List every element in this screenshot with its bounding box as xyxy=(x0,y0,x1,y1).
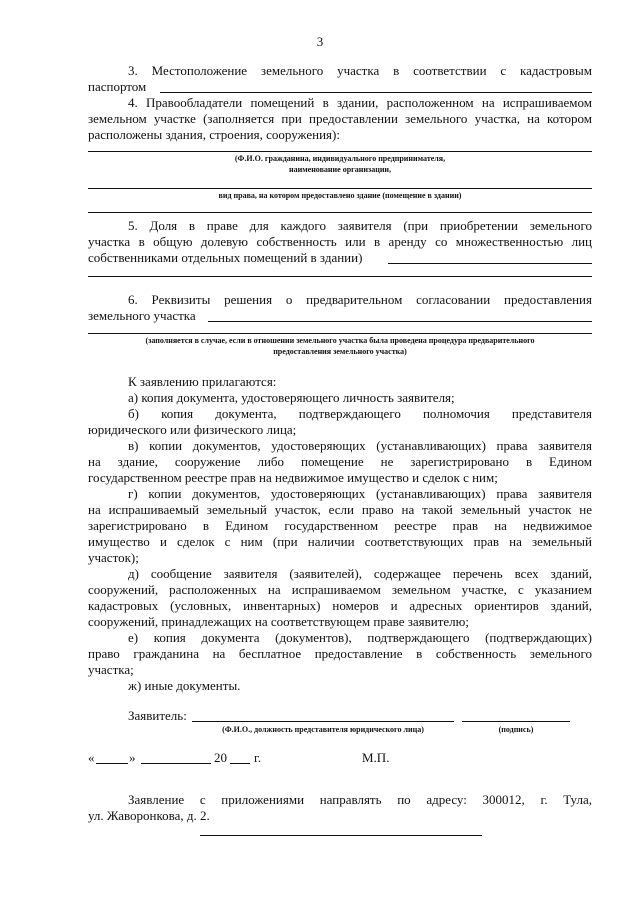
attachment-g-line3: зарегистрировано в Едином государственном реестре прав на недвижимое xyxy=(88,518,592,533)
attachment-g-line5: участок); xyxy=(88,550,139,565)
item4-caption-1b: наименование организации, xyxy=(288,165,392,174)
applicant-name-line[interactable] xyxy=(192,721,454,722)
attachment-e-line3: участка; xyxy=(88,662,134,677)
attachments-heading: К заявлению прилагаются: xyxy=(128,374,277,389)
attachment-a: а) копия документа, удостоверяющего личность заявителя; xyxy=(128,390,455,405)
date-close-quote: » xyxy=(129,750,136,765)
attachment-d-line1: д) сообщение заявителя (заявителей), содержащее перечень всех зданий, xyxy=(128,566,592,581)
applicant-name-caption: (Ф.И.О., должность представителя юридического лица) xyxy=(222,725,424,734)
date-year-prefix: 20 xyxy=(214,750,227,765)
attachment-zh: ж) иные документы. xyxy=(128,678,241,693)
item4-fill-line-1 xyxy=(88,151,592,152)
item4-fill-line-3 xyxy=(88,212,592,213)
date-year-line[interactable] xyxy=(230,763,250,764)
attachment-d-line3: кадастровых (условных, инвентарных) номеров и адресных ориентиров зданий, xyxy=(88,598,592,613)
item3-line1: 3. Местоположение земельного участка в соответствии с кадастровым xyxy=(128,63,592,78)
attachment-v-line3: государственном реестре прав на недвижимое имущество и сделок с ним; xyxy=(88,470,498,485)
attachment-b-line2: юридического или физического лица; xyxy=(88,422,297,437)
attachment-g-line2: на испрашиваемый земельный участок, если право на такой земельный участок не xyxy=(88,502,592,517)
item6-fill-line-1 xyxy=(208,321,592,322)
item4-caption-2: вид права, на котором предоставлено здание (помещение в здании) xyxy=(218,191,462,200)
item4-caption-1a: (Ф.И.О. гражданина, индивидуального предпринимателя, xyxy=(234,154,446,163)
item4-line1: 4. Правообладатели помещений в здании, расположенном на испрашиваемом xyxy=(128,95,592,110)
date-month-line[interactable] xyxy=(141,763,211,764)
item3-fill-line xyxy=(160,92,592,93)
attachment-e-line1: е) копия документа (документов), подтверждающего (подтверждающих) xyxy=(128,630,592,645)
item6-line1: 6. Реквизиты решения о предварительном согласовании предоставления xyxy=(128,292,592,307)
applicant-signature-caption: (подпись) xyxy=(498,725,534,734)
item6-caption-a: (заполняется в случае, если в отношении земельного участка была проведена процедура предварительного xyxy=(145,336,535,345)
item5-fill-line-2 xyxy=(88,276,592,277)
applicant-label: Заявитель: xyxy=(128,708,187,723)
attachment-e-line2: право гражданина на бесплатное предоставление в собственность земельного xyxy=(88,646,592,661)
stamp-mark: М.П. xyxy=(362,750,390,765)
footer-address-line2: ул. Жаворонкова, д. 2. xyxy=(88,808,210,823)
item5-line1: 5. Доля в праве для каждого заявителя (при приобретении земельного xyxy=(128,218,592,233)
attachment-d-line4: сооружений, принадлежащих на соответствующем праве заявителю; xyxy=(88,614,469,629)
attachment-v-line1: в) копии документов, удостоверяющих (устанавливающих) права заявителя xyxy=(128,438,592,453)
page-number: 3 xyxy=(316,34,324,49)
item4-line2: земельном участке (заполняется при предоставлении земельного участка, на котором xyxy=(88,111,592,126)
date-year-suffix: г. xyxy=(254,750,262,765)
date-day-line[interactable] xyxy=(96,763,128,764)
date-open-quote: « xyxy=(88,750,95,765)
item4-line3: расположены здания, строения, сооружения): xyxy=(88,127,340,142)
item5-line3: собственниками отдельных помещений в здании) xyxy=(88,250,363,265)
footer-address-line1: Заявление с приложениями направлять по адресу: 300012, г. Тула, xyxy=(128,792,592,807)
applicant-signature-line[interactable] xyxy=(462,721,570,722)
item5-fill-line-1 xyxy=(388,263,592,264)
attachment-v-line2: на здание, сооружение либо помещение не зарегистрировано в Едином xyxy=(88,454,592,469)
item6-fill-line-2 xyxy=(88,333,592,334)
attachment-b-line1: б) копия документа, подтверждающего полномочия представителя xyxy=(128,406,592,421)
item6-line2: земельного участка xyxy=(88,308,196,323)
attachment-d-line2: сооружений, расположенных на испрашиваемом земельном участке, с указанием xyxy=(88,582,592,597)
footer-rule xyxy=(200,835,482,836)
item3-line2: паспортом xyxy=(88,79,147,94)
attachment-g-line1: г) копии документов, удостоверяющих (устанавливающих) права заявителя xyxy=(128,486,592,501)
item6-caption-b: предоставления земельного участка) xyxy=(273,347,407,356)
attachment-g-line4: имущество и сделок с ним (при наличии соответствующих прав на земельный xyxy=(88,534,592,549)
item5-line2: участка в общую долевую собственность или в аренду со множественностью лиц xyxy=(88,234,592,249)
item4-fill-line-2 xyxy=(88,188,592,189)
